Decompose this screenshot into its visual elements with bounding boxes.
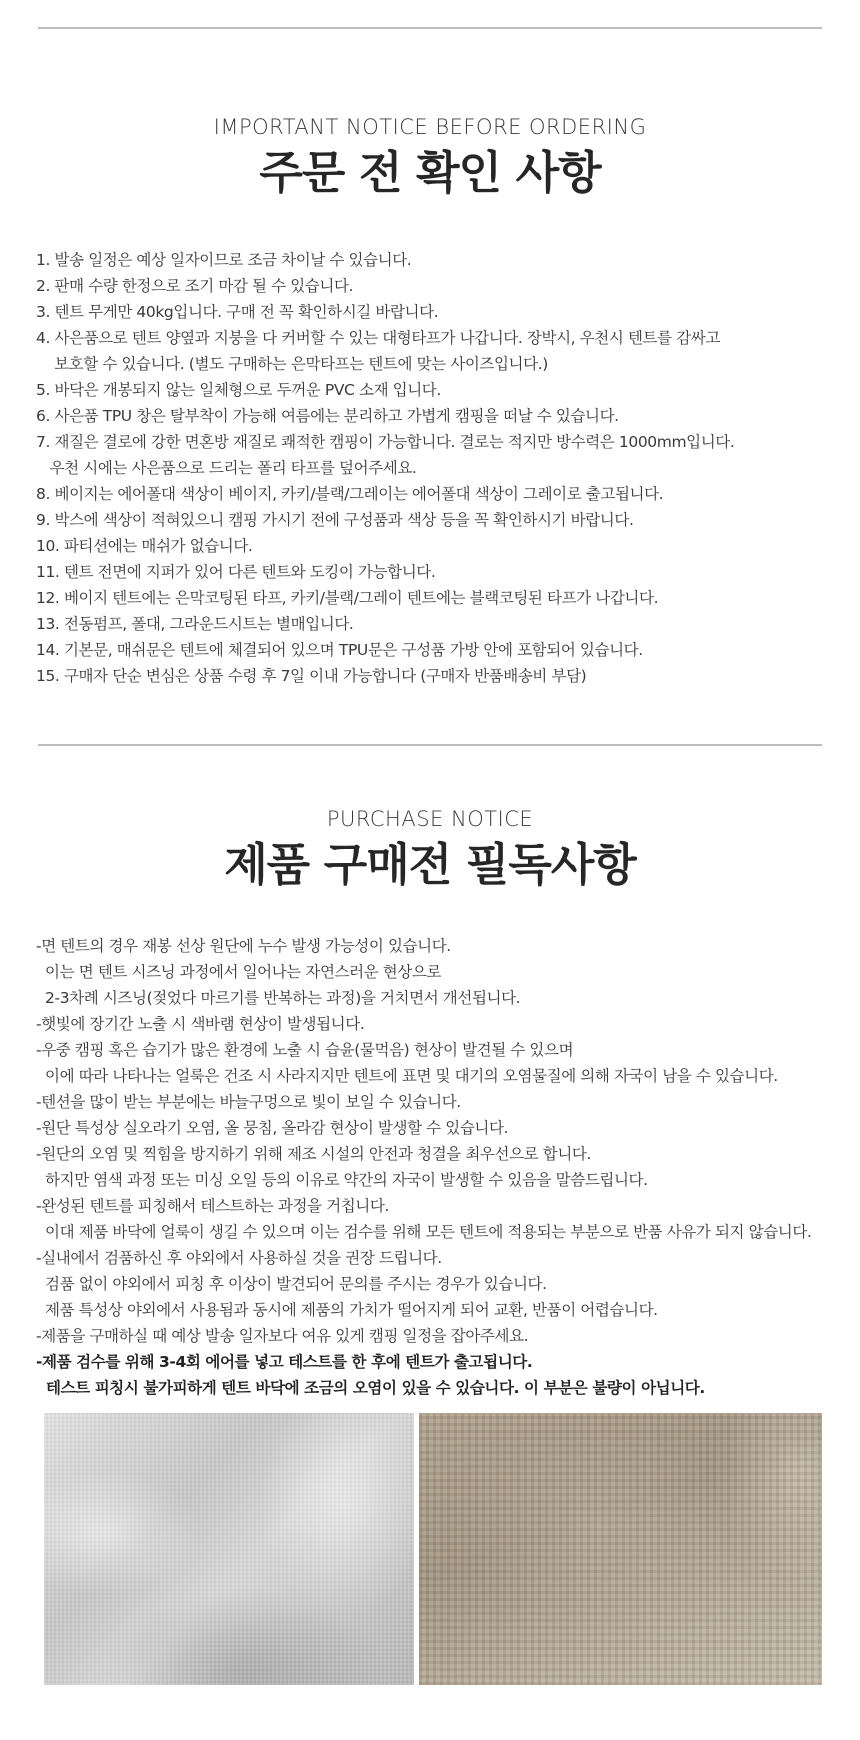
purchase-item-emphasis: 테스트 피칭시 불가피하게 텐트 바닥에 조금의 오염이 있을 수 있습니다. 이 부분은 불량이 아닙니다. [36, 1379, 705, 1397]
notice-title: 주문 전 확인 사항 [259, 146, 601, 199]
purchase-item: 2-3차례 시즈닝(젖었다 마르기를 반복하는 과정)을 거치면서 개선됩니다. [36, 989, 521, 1007]
section-divider [38, 744, 822, 746]
purchase-item: -햇빛에 장기간 노출 시 색바램 현상이 발생됩니다. [36, 1015, 365, 1033]
purchase-eyebrow: PURCHASE NOTICE [326, 807, 534, 831]
notice-item: 3. 텐트 무게만 40kg입니다. 구매 전 꼭 확인하시길 바랍니다. [36, 303, 439, 321]
notice-eyebrow: IMPORTANT NOTICE BEFORE ORDERING [213, 115, 647, 139]
purchase-item: 이에 따라 나타나는 얼룩은 건조 시 사라지지만 텐트에 표면 및 대기의 오염물질에 의해 자국이 남을 수 있습니다. [36, 1067, 778, 1085]
tent-fabric-photo-beige [419, 1413, 822, 1685]
purchase-item: 이는 면 텐트 시즈닝 과정에서 일어나는 자연스러운 현상으로 [36, 963, 442, 981]
notice-item: 7. 재질은 결로에 강한 면혼방 재질로 쾌적한 캠핑이 가능합니다. 결로는 적지만 방수력은 1000mm입니다. [36, 433, 735, 451]
purchase-title: 제품 구매전 필독사항 [224, 838, 636, 891]
notice-item: 9. 박스에 색상이 적혀있으니 캠핑 가시기 전에 구성품과 색상 등을 꼭 확인하시기 바랍니다. [36, 511, 634, 529]
purchase-notice-list [36, 933, 836, 1401]
purchase-item: -텐션을 많이 받는 부분에는 바늘구멍으로 빛이 보일 수 있습니다. [36, 1093, 461, 1111]
purchase-item: -우중 캠핑 혹은 습기가 많은 환경에 노출 시 습윤(물먹음) 현상이 발견될 수 있으며 [36, 1041, 574, 1059]
notice-item: 10. 파티션에는 매쉬가 없습니다. [36, 537, 253, 555]
notice-item: 6. 사은품 TPU 창은 탈부착이 가능해 여름에는 분리하고 가볍게 캠핑을 떠날 수 있습니다. [36, 407, 619, 425]
purchase-item: -완성된 텐트를 피칭해서 테스트하는 과정을 거칩니다. [36, 1197, 389, 1215]
purchase-item: -면 텐트의 경우 재봉 선상 원단에 누수 발생 가능성이 있습니다. [36, 937, 451, 955]
purchase-item: 제품 특성상 야외에서 사용됨과 동시에 제품의 가치가 떨어지게 되어 교환, 반품이 어렵습니다. [36, 1301, 658, 1319]
purchase-item: -실내에서 검품하신 후 야외에서 사용하실 것을 권장 드립니다. [36, 1249, 442, 1267]
notice-item: 15. 구매자 단순 변심은 상품 수령 후 7일 이내 가능합니다 (구매자 반품배송비 부담) [36, 667, 587, 685]
tent-fabric-photo-gray [44, 1413, 414, 1685]
notice-item: 12. 베이지 텐트에는 은막코팅된 타프, 카키/블랙/그레이 텐트에는 블랙코팅된 타프가 나갑니다. [36, 589, 659, 607]
notice-item: 11. 텐트 전면에 지퍼가 있어 다른 텐트와 도킹이 가능합니다. [36, 563, 436, 581]
notice-item: 5. 바닥은 개봉되지 않는 일체형으로 두꺼운 PVC 소재 입니다. [36, 381, 441, 399]
top-divider [38, 27, 822, 29]
purchase-item: -제품을 구매하실 때 예상 발송 일자보다 여유 있게 캠핑 일정을 잡아주세요. [36, 1327, 529, 1345]
purchase-item: 하지만 염색 과정 또는 미싱 오일 등의 이유로 약간의 자국이 발생할 수 있음을 말씀드립니다. [36, 1171, 648, 1189]
purchase-item: -원단 특성상 실오라기 오염, 올 뭉침, 올라감 현상이 발생할 수 있습니다. [36, 1119, 509, 1137]
purchase-item-emphasis: -제품 검수를 위해 3-4회 에어를 넣고 테스트를 한 후에 텐트가 출고됩니다. [36, 1353, 533, 1371]
notice-item: 14. 기본문, 매쉬문은 텐트에 체결되어 있으며 TPU문은 구성품 가방 안에 포함되어 있습니다. [36, 641, 643, 659]
notice-item: 1. 발송 일정은 예상 일자이므로 조금 차이날 수 있습니다. [36, 251, 412, 269]
notice-item: 2. 판매 수량 한정으로 조기 마감 될 수 있습니다. [36, 277, 354, 295]
purchase-item: 이대 제품 바닥에 얼룩이 생길 수 있으며 이는 검수를 위해 모든 텐트에 적용되는 부분으로 반품 사유가 되지 않습니다. [36, 1223, 812, 1241]
purchase-item: 검품 없이 야외에서 피칭 후 이상이 발견되어 문의를 주시는 경우가 있습니다. [36, 1275, 547, 1293]
notice-item: 13. 전동펌프, 폴대, 그라운드시트는 별매입니다. [36, 615, 354, 633]
notice-item: 8. 베이지는 에어폴대 색상이 베이지, 카키/블랙/그레이는 에어폴대 색상이 그레이로 출고됩니다. [36, 485, 664, 503]
purchase-item: -원단의 오염 및 찍힘을 방지하기 위해 제조 시설의 안전과 청결을 최우선으로 합니다. [36, 1145, 592, 1163]
order-notice-list [36, 247, 836, 689]
notice-item: 우천 시에는 사은품으로 드리는 폴리 타프를 덮어주세요. [36, 459, 417, 477]
notice-item: 4. 사은품으로 텐트 양옆과 지붕을 다 커버할 수 있는 대형타프가 나갑니다. 장박시, 우천시 텐트를 감싸고 [36, 329, 720, 347]
notice-item: 보호할 수 있습니다. (별도 구매하는 은막타프는 텐트에 맞는 사이즈입니다.) [36, 355, 548, 373]
